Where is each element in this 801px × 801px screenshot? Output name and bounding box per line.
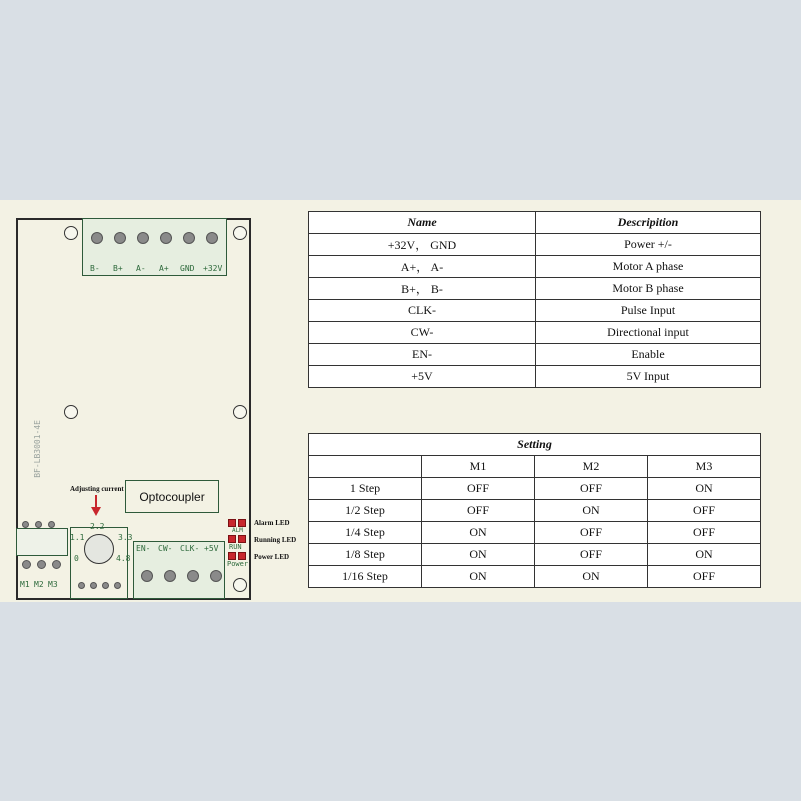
pin-description: Enable: [536, 344, 761, 366]
terminal-label: +32V: [203, 264, 223, 273]
table-header-row: [309, 212, 761, 234]
mounting-hole: [233, 578, 247, 592]
pin-name: +5V: [309, 366, 536, 388]
setting-title: Setting: [309, 434, 761, 456]
terminal-label: CW-: [158, 544, 173, 553]
pin-description: Motor B phase: [536, 278, 761, 300]
pin-name: CW-: [309, 322, 536, 344]
table-row: [309, 234, 761, 256]
terminal-pin: [160, 232, 172, 244]
mounting-hole: [64, 226, 78, 240]
dip-label-m2: M2: [34, 580, 44, 589]
solder-pad: [102, 582, 109, 589]
solder-pad: [35, 521, 42, 528]
terminal-pin: [183, 232, 195, 244]
terminal-label: +5V: [204, 544, 219, 553]
table-title-row: [309, 434, 761, 456]
header-m1: M1: [422, 456, 535, 478]
arrow-down-icon: [90, 495, 102, 517]
power-led: [228, 552, 236, 560]
m1-value: ON: [422, 544, 535, 566]
step-mode: 1/2 Step: [309, 500, 422, 522]
header-m2: M2: [535, 456, 648, 478]
run-silkscreen: RUN: [229, 543, 242, 551]
pin-name: EN-: [309, 344, 536, 366]
m3-value: OFF: [648, 522, 761, 544]
alarm-led-label: Alarm LED: [254, 519, 290, 527]
terminal-pin: [141, 570, 153, 582]
step-mode: 1 Step: [309, 478, 422, 500]
adjusting-current-label: Adjusting current: [70, 485, 124, 493]
terminal-pin: [187, 570, 199, 582]
step-mode: 1/8 Step: [309, 544, 422, 566]
m1-value: ON: [422, 566, 535, 588]
table-row: [309, 544, 761, 566]
pin-description: 5V Input: [536, 366, 761, 388]
potentiometer-dial[interactable]: [84, 534, 114, 564]
table-row: [309, 278, 761, 300]
pin-description: Pulse Input: [536, 300, 761, 322]
step-mode: 1/16 Step: [309, 566, 422, 588]
header-name: Name: [309, 212, 536, 234]
board-model-text: BF-LB3001-4E: [33, 420, 42, 478]
terminal-pin: [210, 570, 222, 582]
running-led: [228, 535, 236, 543]
m3-value: ON: [648, 478, 761, 500]
solder-pad: [48, 521, 55, 528]
solder-pad: [114, 582, 121, 589]
dip-label-m3: M3: [48, 580, 58, 589]
pin-description: Directional input: [536, 322, 761, 344]
table-row: [309, 500, 761, 522]
table-row: [309, 566, 761, 588]
terminal-label: CLK-: [180, 544, 200, 553]
pot-label-right-top: 3.3: [118, 533, 133, 542]
m3-value: ON: [648, 544, 761, 566]
pot-label-left-top: 1.1: [70, 533, 85, 542]
header-m3: M3: [648, 456, 761, 478]
terminal-pin: [164, 570, 176, 582]
terminal-label: B-: [90, 264, 100, 273]
terminal-label: EN-: [136, 544, 151, 553]
terminal-label: A-: [136, 264, 146, 273]
solder-pad: [22, 560, 31, 569]
terminal-label: B+: [113, 264, 123, 273]
mounting-hole: [233, 405, 247, 419]
power-silkscreen: Power: [227, 560, 249, 568]
optocoupler-box: Optocoupler: [125, 480, 219, 513]
alarm-led: [238, 519, 246, 527]
table-header-row: [309, 456, 761, 478]
step-setting-table: [308, 433, 761, 588]
power-led: [238, 552, 246, 560]
solder-pad: [37, 560, 46, 569]
solder-pad: [52, 560, 61, 569]
terminal-pin: [206, 232, 218, 244]
terminal-pin: [137, 232, 149, 244]
m1-value: ON: [422, 522, 535, 544]
dip-label-m1: M1: [20, 580, 30, 589]
terminal-label: GND: [180, 264, 195, 273]
m2-value: ON: [535, 566, 648, 588]
header-description: Descripition: [536, 212, 761, 234]
m2-value: OFF: [535, 522, 648, 544]
solder-pad: [78, 582, 85, 589]
pin-description: Motor A phase: [536, 256, 761, 278]
pin-name: B+， B-: [309, 278, 536, 300]
running-led-label: Running LED: [254, 536, 297, 544]
m2-value: OFF: [535, 478, 648, 500]
m1-value: OFF: [422, 478, 535, 500]
table-row: [309, 300, 761, 322]
table-row: [309, 344, 761, 366]
table-row: [309, 322, 761, 344]
m2-value: ON: [535, 500, 648, 522]
terminal-pin: [91, 232, 103, 244]
table-row: [309, 366, 761, 388]
m3-value: OFF: [648, 500, 761, 522]
solder-pad: [22, 521, 29, 528]
pin-name: A+， A-: [309, 256, 536, 278]
table-row: [309, 478, 761, 500]
m3-value: OFF: [648, 566, 761, 588]
terminal-pin: [114, 232, 126, 244]
pot-label-left-bottom: 0: [74, 554, 79, 563]
alarm-led: [228, 519, 236, 527]
pin-description-table: [308, 211, 761, 388]
pot-label-right-bottom: 4.8: [116, 554, 131, 563]
solder-pad: [90, 582, 97, 589]
m2-value: OFF: [535, 544, 648, 566]
table-row: [309, 256, 761, 278]
m1-value: OFF: [422, 500, 535, 522]
running-led: [238, 535, 246, 543]
terminal-label: A+: [159, 264, 169, 273]
alm-silkscreen: ALM: [232, 527, 243, 534]
pot-label-top: 2.2: [90, 522, 105, 531]
chip-component: [16, 528, 68, 556]
power-led-label: Power LED: [254, 553, 290, 561]
table-row: [309, 522, 761, 544]
pin-description: Power +/-: [536, 234, 761, 256]
step-mode: 1/4 Step: [309, 522, 422, 544]
pin-name: +32V， GND: [309, 234, 536, 256]
pin-name: CLK-: [309, 300, 536, 322]
header-empty: [309, 456, 422, 478]
mounting-hole: [64, 405, 78, 419]
mounting-hole: [233, 226, 247, 240]
